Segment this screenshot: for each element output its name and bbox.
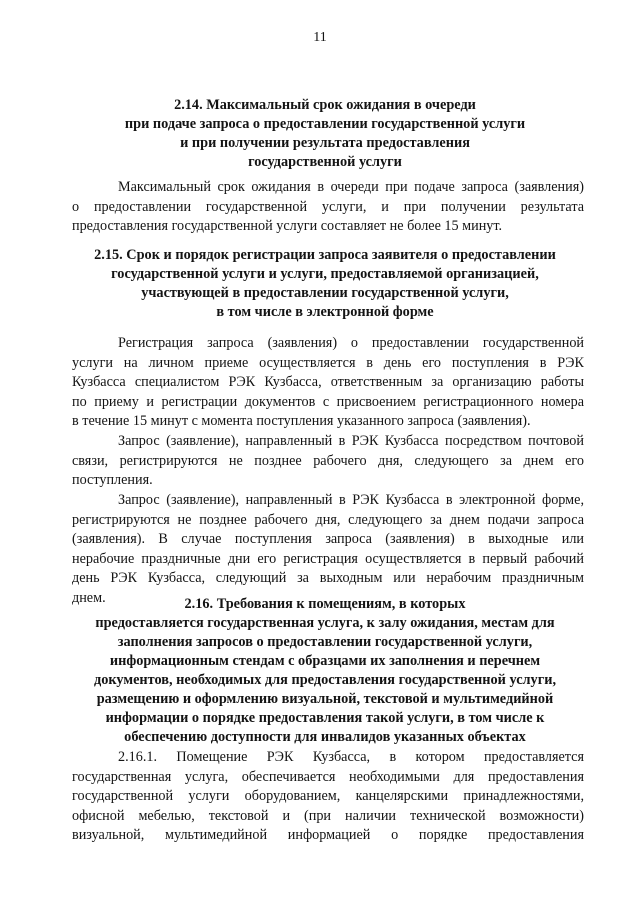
section-2-14-paragraph [72,178,584,237]
heading-line: 2.14. Максимальный срок ожидания в очереди [174,97,476,113]
text-line: Максимальный срок ожидания в очереди при подаче запроса (заявления) [118,179,584,195]
heading-line: при подаче запроса о предоставлении государственной услуги [124,116,526,132]
section-2-15-heading [60,246,590,322]
text-line: связи, регистрируются не позднее рабочего дня, следующего за днем его [72,452,584,469]
text-line: государственной услуги оборудованием, канцелярскими принадлежностями, [72,788,584,805]
text-line: днем. [72,589,106,606]
section-2-15-paragraph-3 [72,491,584,609]
text-line: офисной мебелью, текстовой и (при наличии технической возможности) [72,807,584,824]
heading-line: информации о порядке предоставления такой услуги, в том числе к [105,710,545,726]
section-2-15-paragraph-1 [72,334,584,432]
section-2-14-heading [60,96,590,172]
section-2-16-paragraph-1 [72,748,584,846]
text-line: 2.16.1. Помещение РЭК Кузбасса, в котором предоставляется [118,749,584,765]
section-2-16-heading [60,595,590,747]
heading-line: государственной услуги [248,154,402,170]
text-line: государственная услуга, обеспечивается необходимыми для предоставления [72,768,584,785]
text-line: день РЭК Кузбасса, следующий за выходным или нерабочим праздничным [72,570,584,587]
text-line: Запрос (заявление), направленный в РЭК Кузбасса посредством почтовой [118,433,584,449]
heading-line: размещению и оформлению визуальной, текстовой и мультимедийной [96,691,554,707]
text-line: поступления. [72,472,153,489]
text-line: предоставления государственной услуги составляет не более 15 минут. [72,218,503,235]
text-line: Регистрация запроса (заявления) о предоставлении государственной [118,335,584,351]
heading-line: заполнения запросов о предоставлении государственной услуги, [117,634,533,650]
heading-line: документов, необходимых для предоставления государственной услуги, [93,672,557,688]
heading-line: 2.16. Требования к помещениям, в которых [184,596,466,612]
text-line: в течение 15 минут с момента поступления указанного запроса (заявления). [72,413,531,430]
text-line: услуги на личном приеме осуществляется в день его поступления в РЭК [72,354,584,371]
text-line: визуальной, мультимедийной информацией о порядке предоставления [72,827,584,844]
page-number: 11 [313,30,327,45]
text-line: Запрос (заявление), направленный в РЭК Кузбасса в электронной форме, [118,492,584,508]
heading-line: государственной услуги и услуги, предоставляемой организацией, [111,266,539,282]
text-line: регистрируются не позднее рабочего дня, следующего за днем подачи запроса [72,511,584,528]
heading-line: участвующей в предоставлении государственной услуги, [141,285,509,301]
heading-line: 2.15. Срок и порядок регистрации запроса заявителя о предоставлении [94,247,556,263]
heading-line: обеспечению доступности для инвалидов указанных объектах [124,729,526,745]
heading-line: в том числе в электронной форме [216,304,434,320]
section-2-15-paragraph-2 [72,432,584,491]
heading-line: предоставляется государственная услуга, к залу ожидания, местам для [95,615,555,631]
text-line: по приему и регистрации документов с присвоением регистрационного номера [72,393,584,410]
text-line: о предоставлении государственной услуги, и при получении результата [72,198,584,215]
text-line: нерабочие праздничные дни его регистрация осуществляется в первый рабочий [72,550,584,567]
heading-line: информационным стендам с образцами их заполнения и перечнем [109,653,541,669]
heading-line: и при получении результата предоставления [180,135,470,151]
text-line: (заявления). В случае поступления запроса (заявления) в выходные или [72,531,584,548]
text-line: Кузбасса специалистом РЭК Кузбасса, ответственным за организацию работы [72,374,584,391]
